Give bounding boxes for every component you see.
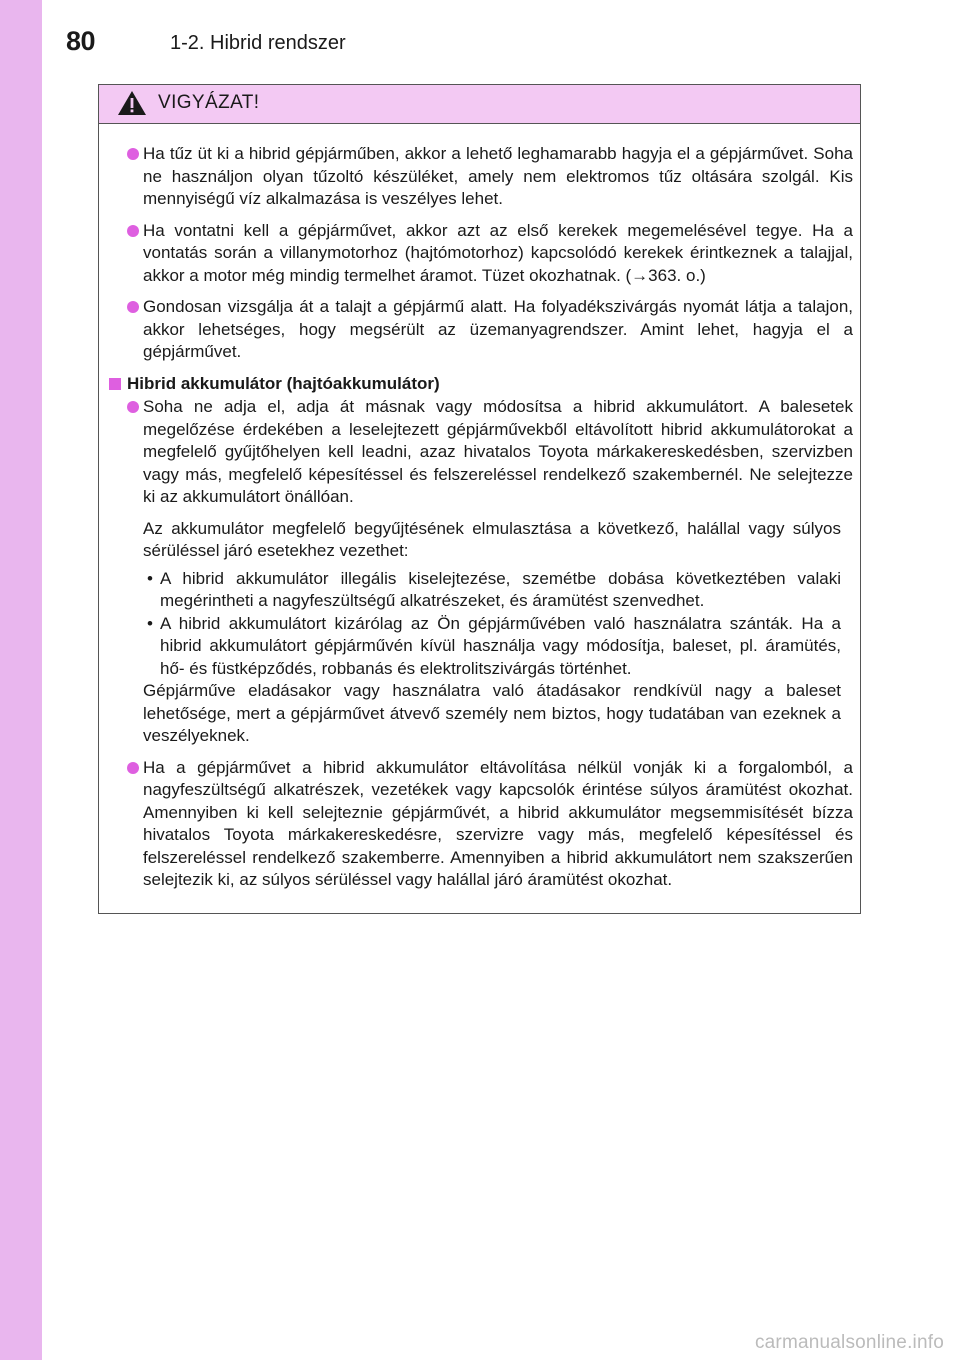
warning-triangle-icon	[117, 90, 147, 116]
bullet-dot-icon	[127, 401, 139, 413]
battery-item-text: Soha ne adja el, adja át másnak vagy módosítsa a hibrid akkumulátort. A balesetek megelőzése érdekében a leselejtezett gépjárművekből eltávolított hibrid akkumulátorokat a megfelelő gyűjtőhelyen kell leadni, azaz hivatalos Toyota márkakereskedésben, szervizben vagy más, megfelelő képesítéssel és felszereléssel rendelkező szakembernél. Ne selejtezze ki az akkumulátort önállóan.	[143, 397, 853, 506]
warning-box	[98, 84, 861, 914]
bullet-dot-icon	[127, 762, 139, 774]
section-square-icon	[109, 378, 121, 390]
battery-item-decommission	[107, 757, 853, 892]
section-title: 1-2. Hibrid rendszer	[170, 32, 346, 54]
battery-section-heading	[107, 373, 853, 396]
warning-item-text: Ha vontatni kell a gépjárművet, akkor azt az első kerekek megemelésével tegye. Ha a vontatás során a villanymotorhoz (hajtómotorhoz) kapcsolódó kerekek érintkeznek a talajjal, akkor a motor még mindig termelhet áramot. Tüzet okozhatnak. (→363. o.)	[143, 220, 853, 285]
dash-bullet: •	[147, 568, 153, 588]
page-number: 80	[66, 26, 96, 56]
bullet-dot-icon	[127, 301, 139, 313]
dash-bullet: •	[147, 613, 153, 633]
battery-item-text: Ha a gépjárművet a hibrid akkumulátor eltávolítása nélkül vonják ki a forgalomból, a nagyfeszültségű alkatrészek, vezetékek vagy kapcsolók érintése súlyos áramütést okozhat. Amennyiben ki kell selejteznie gépjárművét, a hibrid akkumulátor megsemmisítését bízza hivatalos Toyota márkakereskedésre, szervizre vagy más, megfelelő képesítéssel és felszereléssel rendelkező szakemberre. Amennyiben a hibrid akkumulátort nem szakszerűen selejtezik ki, az súlyos sérüléssel vagy halállal járó áramütést okozhat.	[143, 757, 853, 889]
warning-item-fire	[107, 143, 853, 211]
battery-intro: Az akkumulátor megfelelő begyűjtésének elmulasztása a következő, halállal vagy súlyos sérüléssel járó esetekhez vezethet:	[143, 518, 841, 560]
warning-body	[107, 143, 853, 901]
section-side-tab	[0, 0, 42, 1360]
dash-item-text: A hibrid akkumulátor illegális kiselejtezése, szemétbe dobása következtében valaki megérintheti a nagyfeszültségű alkatrészeket, és áramütést szenvedhet.	[160, 568, 841, 610]
warning-item-towing	[107, 220, 853, 288]
battery-item-disposal	[107, 396, 853, 509]
warning-item-text: Gondosan vizsgálja át a talajt a gépjármű alatt. Ha folyadékszivárgás nyomát látja a talajon, akkor lehetséges, hogy megsérült az üzemanyagrendszer. Amint lehet, hagyja el a gépjárművet.	[143, 297, 853, 361]
bullet-dot-icon	[127, 148, 139, 160]
warning-title: VIGYÁZAT!	[158, 92, 260, 113]
battery-dash-item	[107, 568, 853, 613]
battery-dash-item	[107, 613, 853, 681]
watermark: carmanualsonline.info	[754, 1332, 944, 1353]
warning-header	[99, 85, 860, 124]
bullet-dot-icon	[127, 225, 139, 237]
battery-heading-text: Hibrid akkumulátor (hajtóakkumulátor)	[127, 373, 440, 393]
warning-item-text: Ha tűz üt ki a hibrid gépjárműben, akkor a lehető leghamarabb hagyja el a gépjárművet. Soha ne használjon olyan tűzoltó készüléket, amely nem elektromos tűz oltására szolgál. Kis mennyiségű víz alkalmazása is veszélyes lehet.	[143, 144, 853, 208]
battery-sale-note: Gépjárműve eladásakor vagy használatra való átadásakor rendkívül nagy a baleset lehetősége, mert a gépjárművet átvevő személy nem biztos, hogy tudatában van ezeknek a veszélyeknek.	[143, 681, 841, 745]
dash-item-text: A hibrid akkumulátort kizárólag az Ön gépjárművében való használatra szánták. Ha a hibrid akkumulátort gépjárművén kívül használja vagy módosítja, baleset, pl. áramütés, hő- és füstképződés, robbanás és elektrolitszivárgás történhet.	[160, 613, 841, 678]
warning-item-leak	[107, 296, 853, 364]
